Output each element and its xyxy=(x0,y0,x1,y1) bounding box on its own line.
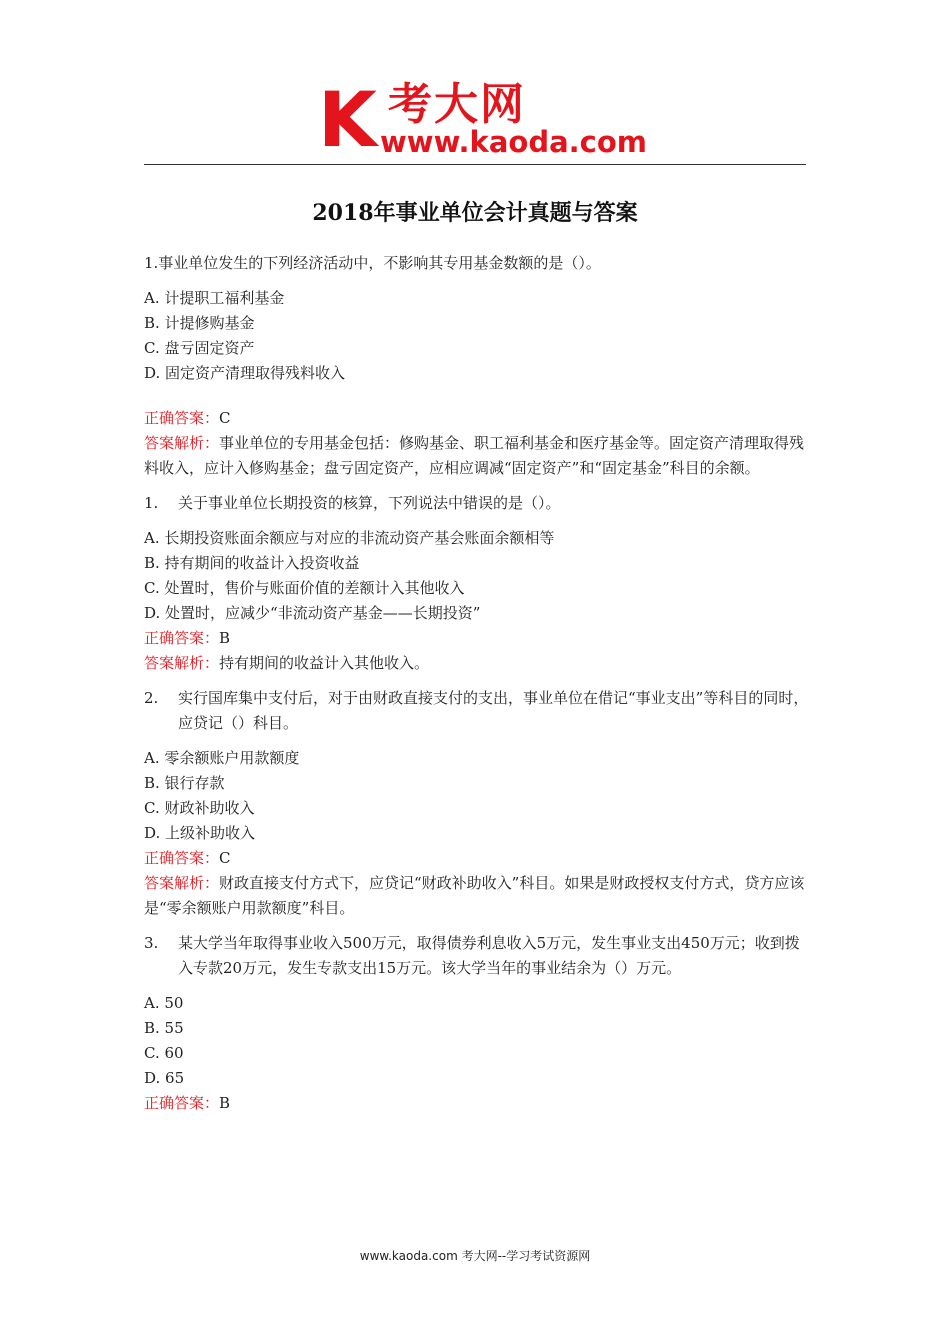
question-3-number: 2. xyxy=(144,689,159,707)
option-c: C. 处置时，售价与账面价值的差额计入其他收入 xyxy=(144,579,465,597)
question-3-text xyxy=(144,686,810,736)
question-4-number: 3. xyxy=(144,934,159,952)
analysis-label: 答案解析： xyxy=(144,434,220,452)
option-b: B. 持有期间的收益计入投资收益 xyxy=(144,554,360,572)
document-body xyxy=(144,251,810,1116)
answer-label: 正确答案： xyxy=(144,1094,220,1112)
answer-value: B xyxy=(219,1094,231,1112)
kaoda-logo xyxy=(318,75,648,164)
question-1-answer xyxy=(144,406,810,431)
option-a: A. 50 xyxy=(144,994,184,1012)
question-1-options xyxy=(144,286,810,386)
question-4-answer xyxy=(144,1091,810,1116)
analysis-label: 答案解析： xyxy=(144,874,220,892)
answer-value: B xyxy=(219,629,231,647)
option-a: A. 长期投资账面余额应与对应的非流动资产基会账面余额相等 xyxy=(144,529,555,547)
option-b: B. 55 xyxy=(144,1019,184,1037)
answer-label: 正确答案： xyxy=(144,849,220,867)
logo-url: www.kaoda.com xyxy=(380,125,647,159)
question-4-stem: 某大学当年取得事业收入500万元，取得债券利息收入5万元，发生事业支出450万元；收到拨入专款20万元，发生专款支出15万元。该大学当年的事业结余为（）万元。 xyxy=(178,934,800,977)
question-2-analysis xyxy=(144,651,810,676)
question-4-options xyxy=(144,991,810,1091)
option-b: B. 银行存款 xyxy=(144,774,225,792)
analysis-text: 财政直接支付方式下，应贷记“财政补助收入”科目。如果是财政授权支付方式，贷方应该是“零余额账户用款额度”科目。 xyxy=(144,874,805,917)
question-2-number: 1. xyxy=(144,494,159,512)
logo-chinese-name: 考大网 xyxy=(388,79,526,130)
question-3-options xyxy=(144,746,810,846)
page-footer: www.kaoda.com 考大网--学习考试资源网 xyxy=(359,1249,591,1263)
logo-k-mark: K xyxy=(318,75,375,164)
question-2-text xyxy=(144,491,810,516)
question-2-options xyxy=(144,526,810,626)
header-divider xyxy=(144,164,806,165)
answer-label: 正确答案： xyxy=(144,629,220,647)
page-title: 2018年事业单位会计真题与答案 xyxy=(312,200,638,226)
option-c: C. 60 xyxy=(144,1044,184,1062)
option-a: A. 零余额账户用款额度 xyxy=(144,749,300,767)
option-c: C. 财政补助收入 xyxy=(144,799,255,817)
option-d: D. 处置时，应减少“非流动资产基金——长期投资” xyxy=(144,604,481,622)
answer-label: 正确答案： xyxy=(144,409,220,427)
question-3-answer xyxy=(144,846,810,871)
question-1-analysis xyxy=(144,431,810,481)
answer-value: C xyxy=(219,409,231,427)
analysis-label: 答案解析： xyxy=(144,654,220,672)
question-3-analysis xyxy=(144,871,810,921)
question-2-answer xyxy=(144,626,810,651)
option-d: D. 固定资产清理取得残料收入 xyxy=(144,364,346,382)
analysis-text: 持有期间的收益计入其他收入。 xyxy=(219,654,430,672)
option-d: D. 65 xyxy=(144,1069,185,1087)
question-1-text: 1.事业单位发生的下列经济活动中，不影响其专用基金数额的是（）。 xyxy=(144,254,601,272)
answer-value: C xyxy=(219,849,231,867)
option-d: D. 上级补助收入 xyxy=(144,824,256,842)
question-3-stem: 实行国库集中支付后，对于由财政直接支付的支出，事业单位在借记“事业支出”等科目的同时，应贷记（）科目。 xyxy=(178,689,809,732)
question-2-stem: 关于事业单位长期投资的核算，下列说法中错误的是（）。 xyxy=(178,494,561,512)
option-b: B. 计提修购基金 xyxy=(144,314,255,332)
analysis-text: 事业单位的专用基金包括：修购基金、职工福利基金和医疗基金等。固定资产清理取得残料收入，应计入修购基金；盘亏固定资产，应相应调减“固定资产”和“固定基金”科目的余额。 xyxy=(144,434,805,477)
question-4-text xyxy=(144,931,810,981)
option-a: A. 计提职工福利基金 xyxy=(144,289,285,307)
option-c: C. 盘亏固定资产 xyxy=(144,339,255,357)
